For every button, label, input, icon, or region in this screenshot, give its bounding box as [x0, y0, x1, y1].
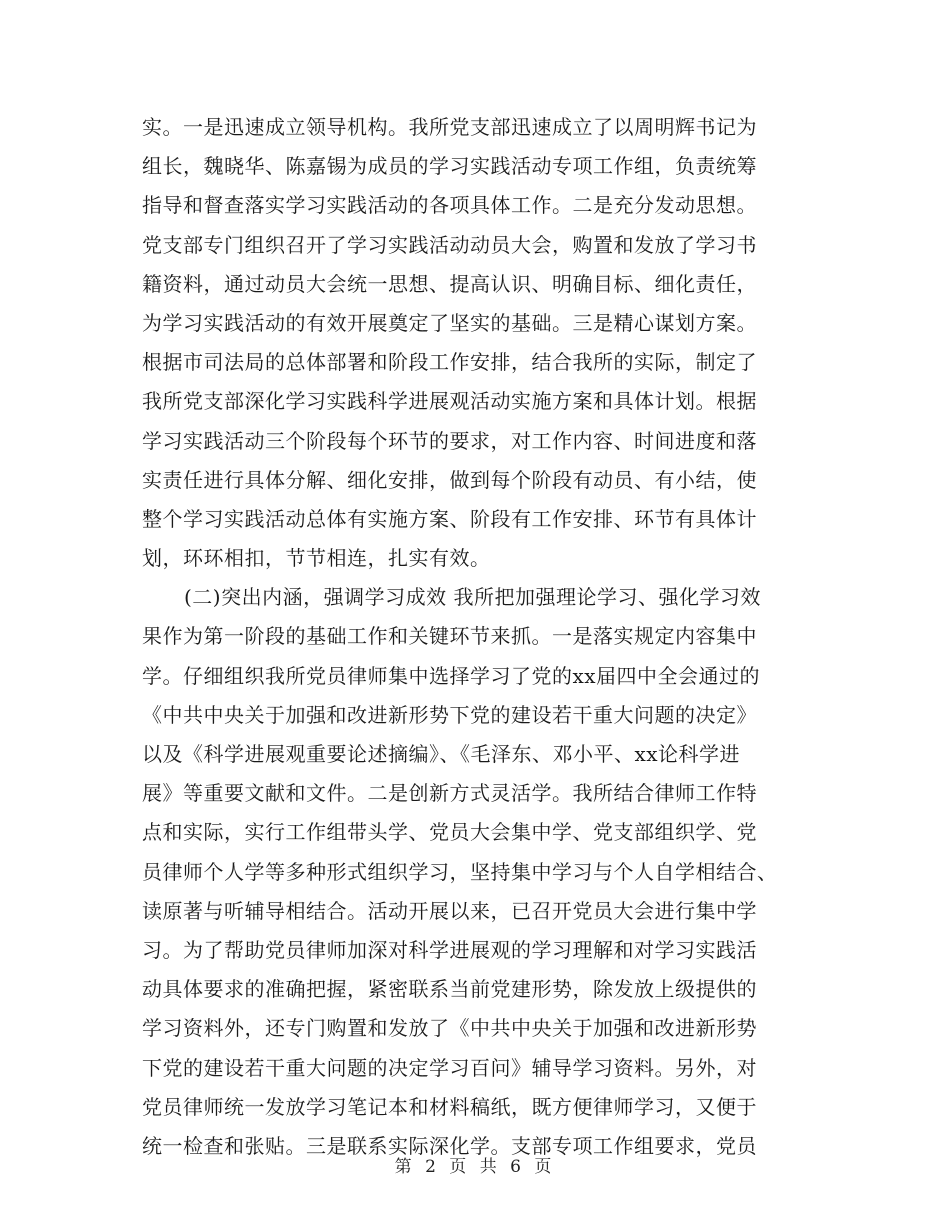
text-line: 读原著与听辅导相结合。活动开展以来，已召开党员大会进行集中学	[142, 898, 757, 923]
text-line: 整个学习实践活动总体有实施方案、阶段有工作安排、环节有具体计	[142, 506, 757, 531]
text-line: 以及《科学进展观重要论述摘编》、《毛泽东、邓小平、xx论科学进	[142, 742, 741, 766]
text-line: 实。一是迅速成立领导机构。我所党支部迅速成立了以周明辉书记为	[142, 115, 757, 139]
text-line: 为学习实践活动的有效开展奠定了坚实的基础。三是精心谋划方案。	[142, 310, 757, 335]
text-line: 《中共中央关于加强和改进新形势下党的建设若干重大问题的决定》	[142, 702, 757, 727]
text-line: 习。为了帮助党员律师加深对科学进展观的学习理解和对学习实践活	[142, 937, 757, 962]
text-line: 划，环环相扣，节节相连，扎实有效。	[142, 546, 491, 571]
text-line: 下党的建设若干重大问题的决定学习百问》辅导学习资料。另外，对	[142, 1055, 757, 1080]
text-line: 学。仔细组织我所党员律师集中选择学习了党的xx届四中全会通过的	[142, 663, 761, 688]
document-body	[142, 108, 822, 1166]
text-line: 点和实际，实行工作组带头学、党员大会集中学、党支部组织学、党	[142, 820, 757, 845]
text-line: 党支部专门组织召开了学习实践活动动员大会，购置和发放了学习书	[142, 232, 757, 257]
text-line: 动具体要求的准确把握，紧密联系当前党建形势，除发放上级提供的	[142, 977, 757, 1002]
text-line: 党员律师统一发放学习笔记本和材料稿纸，既方便律师学习，又便于	[142, 1094, 757, 1119]
text-line: 指导和督查落实学习实践活动的各项具体工作。二是充分发动思想。	[142, 193, 757, 218]
text-line: 实责任进行具体分解、细化安排，做到每个阶段有动员、有小结，使	[142, 467, 757, 492]
text-line: 我所党支部深化学习实践科学进展观活动实施方案和具体计划。根据	[142, 389, 757, 414]
text-line: 组长，魏晓华、陈嘉锡为成员的学习实践活动专项工作组，负责统筹	[142, 154, 757, 179]
text-line: 员律师个人学等多种形式组织学习，坚持集中学习与个人自学相结合、	[142, 859, 778, 884]
text-line: 学习资料外，还专门购置和发放了《中共中央关于加强和改进新形势	[142, 1016, 757, 1041]
page-footer: 第 2 页 共 6 页	[394, 1157, 556, 1177]
text-line: 籍资料，通过动员大会统一思想、提高认识、明确目标、细化责任，	[142, 271, 757, 296]
paragraph-heading-line: (二)突出内涵，强调学习成效 我所把加强理论学习、强化学习效	[184, 585, 761, 610]
text-line: 学习实践活动三个阶段每个环节的要求，对工作内容、时间进度和落	[142, 428, 757, 453]
text-line: 果作为第一阶段的基础工作和关键环节来抓。一是落实规定内容集中	[142, 624, 757, 649]
text-line: 统一检查和张贴。三是联系实际深化学。支部专项工作组要求，党员	[142, 1133, 757, 1158]
text-line: 根据市司法局的总体部署和阶段工作安排，结合我所的实际，制定了	[142, 350, 757, 375]
text-line: 展》等重要文献和文件。二是创新方式灵活学。我所结合律师工作特	[142, 781, 757, 806]
